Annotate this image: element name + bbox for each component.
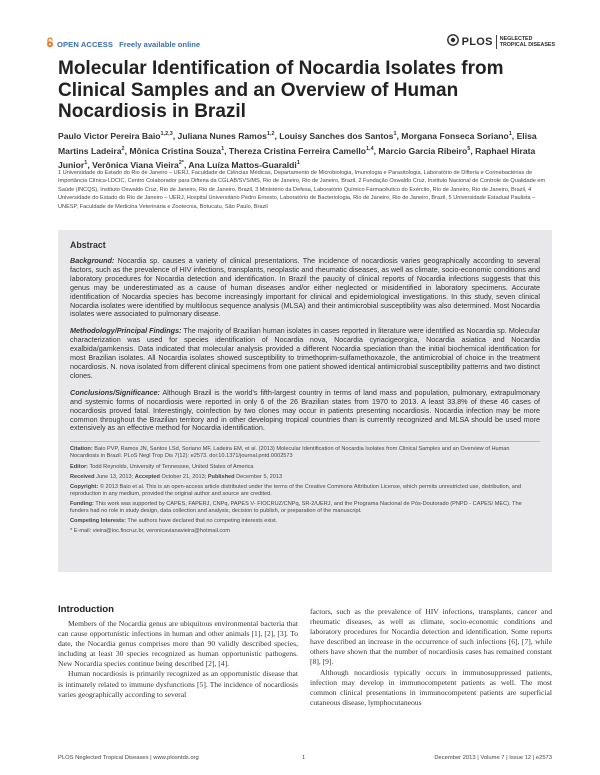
author-name: Verônica Viana Vieira [92, 160, 179, 171]
competing-text: The authors have declared that no competing interests exist. [127, 518, 278, 525]
accepted-label: Accepted [134, 473, 160, 480]
editor-label: Editor: [70, 463, 89, 470]
abstract-conclusions [70, 389, 540, 434]
methods-text: The majority of Brazilian human isolates in cases reported in literature were identified as Nocardia sp. Molecular characterization was used for species identification of Nocardia nova, Nocardia cyriacigeorgica, Nocardia asiatica and Nocardia exalbida/gamkensis. Data indicated that molecular analysis provided a different Nocardia speciation than the initial biochemical identification for most Brazilian isolates. All Nocardia isolates showed susceptibility to trimethoprim-sulfamethoxazole, the antimicrobial of choice in the treatment nocardiosis. N. nova isolated from different clinical specimens from one patient showed identical antimicrobial susceptibility patterns and two distinct clones. [70, 326, 540, 380]
received-label: Received [70, 473, 95, 480]
citation-text: Baio PVP, Ramos JN, Santos LSd, Soriano MF, Ladeira EM, et al. (2013) Molecular Identification of Nocardia Isolates from Clinical Samples and an Overview of Human Nocardiosis in Brazil. PLoS Negl Trop Dis 7(12): e2573. doi:10.1371/journal.pntd.0002573 [70, 446, 510, 460]
author-affiliation-sup: 1,2,3 [160, 131, 173, 137]
background-text: Nocardia sp. causes a variety of clinical presentations. The incidence of nocardiosis varies geographically according to several factors, such as the prevalence of HIV infections, transplants, neoplastic and rheumatic diseases, as well as climate, socio-economic conditions and laboratory procedures for Nocardia detection and identification. In Brazil the paucity of clinical reports of Nocardia infections suggests that this genus may be underestimated as a cause of human diseases and/or either neglected or misidentified in laboratory specimens. Accurate identification of Nocardia species has become increasingly important for clinical and epidemiological investigations. In this study, seven clinical Nocardia isolates were identified by multilocus sequence analysis (MLSA) and their antimicrobial susceptibility was also determined. Most Nocardia isolates were associated to pulmonary disease. [70, 256, 541, 319]
introduction-heading: Introduction [58, 604, 114, 615]
competing-interests [70, 518, 540, 525]
funding-text: This work was supported by CAPES, FAPERJ, CNPq, PAPES V- FIOCRUZ/CNPq, SR-2/UERJ, and the Programa Nacional de Pós-Doutorado (PNPD - CAPES/ MEC). The funders had no role in study design, data collection and analysis, decision to publish, or preparation of the manuscript. [70, 500, 522, 514]
author-name: Mônica Cristina Souza [129, 145, 222, 156]
intro-paragraph-1: Members of the Nocardia genus are ubiquitous environmental bacteria that can cause opportunistic infections in human and other animals [1], [2], [3]. To date, the Nocardia genus comprises more than 90 validly described species, including at least 30 species recognized as human opportunistic pathogens. New Nocardia species continue being described [2], [4]. [58, 619, 298, 669]
author-affiliation-sup: 1,4 [365, 145, 374, 152]
background-label: Background: [70, 256, 115, 265]
email-contact[interactable]: * E-mail: vieira@ioc.fiocruz.br, veronicavianavieira@hotmail.com [70, 528, 230, 535]
article-title: Molecular Identification of Nocardia Isolates from Clinical Samples and an Overview of Human Nocardiosis in Brazil [58, 58, 504, 122]
author-name: Ana Luíza Mattos-Guaraldi [188, 160, 297, 171]
abstract-heading: Abstract [70, 240, 106, 250]
abstract-divider [70, 441, 540, 442]
abstract-box [58, 230, 552, 572]
plos-mark-icon [447, 33, 459, 51]
author-name: Louisy Sanches dos Santos [279, 130, 394, 141]
author-affiliation-sup: 1 [296, 160, 300, 167]
intro-paragraph-2: Human nocardiosis is primarily recognized as an opportunistic disease that is intimately related to immune dysfunctions [5]. The incidence of nocardiosis varies geographically according to several [58, 669, 298, 699]
author-affiliation-sup: 1,2 [266, 131, 275, 137]
copyright [70, 484, 540, 498]
plos-wordmark: PLOS [461, 36, 493, 48]
journal-header [46, 33, 555, 51]
copyright-text: © 2013 Baio et al. This is an open-access article distributed under the terms of the Creative Commons Attribution License, which permits unrestricted use, distribution, and reproduction in any medium, provided the original author and source are credited. [70, 483, 522, 497]
freely-available-label: Freely available online [119, 39, 201, 49]
funding-label: Funding: [70, 500, 94, 507]
citation-label: Citation: [70, 446, 93, 453]
author-name: Juliana Nunes Ramos [177, 130, 267, 141]
logo-divider [496, 35, 497, 49]
competing-label: Competing Interests: [70, 518, 126, 525]
author-name: Paulo Victor Pereira Baio [58, 130, 161, 141]
author-name: Thereza Cristina Ferreira Camello [228, 145, 366, 156]
author-affiliation-sup: 1 [221, 145, 225, 152]
journal-name [500, 36, 555, 48]
author-name: Elisa Martins Ladeira [58, 130, 537, 156]
abstract-methods [70, 327, 540, 380]
author-name: Morgana Fonseca Soriano [401, 130, 509, 141]
intro-left-column [58, 619, 298, 700]
accepted-date: October 21, 2013; [161, 473, 207, 480]
journal-name-line1: NEGLECTED [499, 35, 533, 42]
editor-text: Todd Reynolds, University of Tennessee, United States of America [89, 463, 254, 470]
open-access-label: OPEN ACCESS [57, 39, 114, 49]
footer-issue: December 2013 | Volume 7 | Issue 12 | e2573 [434, 755, 552, 761]
author-affiliation-sup: 1 [84, 160, 88, 167]
published-label: Published [207, 473, 235, 480]
received-date: June 13, 2013; [96, 473, 134, 480]
dates [70, 474, 540, 481]
citation [70, 446, 540, 460]
author-affiliation-sup: 1 [393, 131, 397, 137]
author-affiliation-sup: 1 [508, 131, 512, 137]
author-affiliation-sup: 2 [121, 145, 125, 152]
funding [70, 501, 540, 515]
footer-journal: PLOS Neglected Tropical Diseases | www.plosntds.org [58, 755, 199, 761]
intro-right-column [310, 607, 552, 708]
affiliations: 1 Universidade do Estado do Rio de Janeiro – UERJ, Faculdade de Ciências Médicas, Departamento de Microbiologia, Imunologia e Parasitologia, Laboratório de Difteria e Corinebactérias de Importância Clínica-LDCIC, Centro Colaborador para Difteria da CGLAB/SVS/MS, Rio de Janeiro, Rio de Janeiro, Brazil, 2 Fundação Oswaldo Cruz, Instituto Nacional de Controle de Qualidade em Saúde (INCQS), Instituto Oswaldo Cruz, Rio de Janeiro, Rio de Janeiro, Brazil, 3 Ministério da Defesa, Laboratório Químico Farmacêutico do Exército, Rio de Janeiro, Rio de Janeiro, Brazil, 4 Universidade do Estado do Rio de Janeiro – UERJ, Hospital Universitário Pedro Ernesto, Laboratório de Bacteriologia, Rio de Janeiro, Rio de Janeiro, Brazil, 5 Universidade Estadual Paulista – UNESP, Faculdade de Medicina Veterinária e Zootecnia, Botucatu, São Paulo, Brazil [58, 170, 546, 210]
author-affiliation-sup: 2* [178, 160, 184, 167]
author-name: Marcio Garcia Ribeiro [378, 145, 468, 156]
author-list: Paulo Victor Pereira Baio$^{1,2,3}$, Juliana Nunes Ramos$^{1,2}$, Louisy Sanches dos Santos$^1$, Morgana Fonseca Soriano$^1$, Elisa Martins Ladeira$^2$, Mônica Cristina Souza$^1$, Thereza Cristina Ferreira Camello$^{1,4}$, Marcio Garcia Ribeiro$^5$, Raphael Hirata Junior$^1$, Verônica Viana Vieira$^{2*}$, Ana Luíza Mattos-Guaraldi$^1$ [58, 130, 537, 171]
methods-label: Methodology/Principal Findings: [70, 326, 182, 336]
plos-logo [447, 33, 555, 51]
copyright-label: Copyright: [70, 483, 99, 490]
conclusions-label: Conclusions/Significance: [70, 387, 160, 397]
page-footer [58, 755, 552, 764]
abstract-background [70, 257, 540, 319]
intro-paragraph-4: Although nocardiosis typically occurs in immunosuppressed patients, infection may develop in immunocompetent patients as well. The most common clinical presentations in immunocompetent patients are superficial cutaneous disease, lymphocutaneous [310, 667, 552, 707]
conclusions-text: Although Brazil is the world’s fifth-largest country in terms of land mass and population, pulmonary, extrapulmonary and systemic forms of nocardiosis were reported in only 6 of the 26 Brazilian states from 1970 to 2013. A least 33.8% of these 46 cases of nocardiosis proved fatal. Interestingly, coinfection by two clones may occur in patients presenting nocardiosis. Nocardia infection may be more common throughout the Brazilian territory and in other developing tropical countries than is currently recognized and MLSA should be used more extensively as an effective method for Nocardia identification. [70, 387, 540, 433]
open-access-logo [46, 35, 200, 53]
editor [70, 464, 540, 471]
footer-page-number: 1 [302, 755, 306, 761]
journal-name-line2: TROPICAL DISEASES [499, 42, 555, 48]
intro-paragraph-3: factors, such as the prevalence of HIV infections, transplants, cancer and rheumatic diseases, as well as climate, socio-economic conditions and laboratory procedures for Nocardia detection and identification. Some reports have described an increase in the occurrence of such infections [6], [7], while others have shown that the number of nocardiosis cases has remained constant [8], [9]. [310, 607, 552, 667]
author-affiliation-sup: 5 [467, 145, 471, 152]
published-date: December 5, 2013 [236, 473, 283, 480]
open-access-lock-icon [46, 35, 54, 53]
author-name: Raphael Hirata Junior [58, 145, 536, 171]
